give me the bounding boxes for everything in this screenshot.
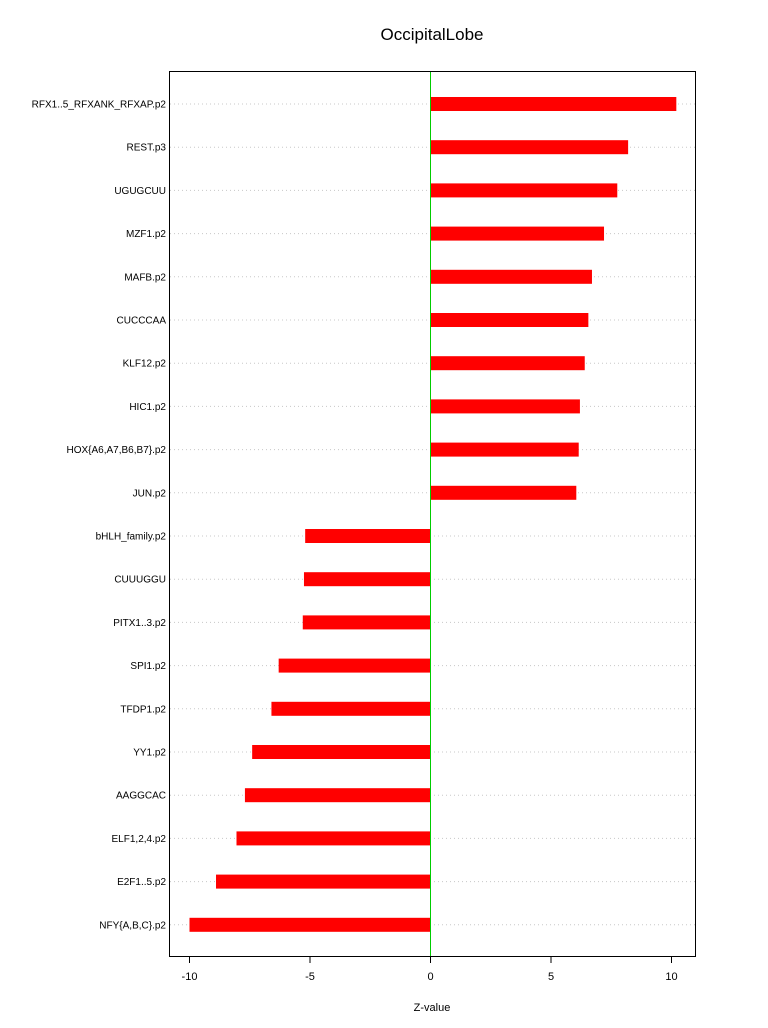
bar <box>271 702 430 716</box>
category-label: CUUUGGU <box>114 574 166 586</box>
plot-frame <box>170 72 696 957</box>
category-label: YY1.p2 <box>133 747 166 759</box>
bar <box>190 918 431 932</box>
bar <box>305 529 430 543</box>
category-label: REST.p3 <box>126 142 166 154</box>
category-label: UGUGCUU <box>114 185 166 197</box>
category-label: MZF1.p2 <box>125 229 166 241</box>
category-label: JUN.p2 <box>132 488 166 500</box>
bar <box>236 831 430 845</box>
category-label: E2F1..5.p2 <box>117 877 166 889</box>
bar <box>431 486 577 500</box>
bar <box>304 572 431 586</box>
category-label: RFX1..5_RFXANK_RFXAP.p2 <box>31 99 166 111</box>
bar <box>431 313 589 327</box>
bar <box>431 270 592 284</box>
bar <box>431 227 605 241</box>
bar <box>252 745 430 759</box>
category-label: CUCCCAA <box>116 315 166 327</box>
category-label: NFY{A,B,C}.p2 <box>99 920 166 932</box>
bar <box>279 659 431 673</box>
category-label: MAFB.p2 <box>124 272 166 284</box>
x-axis-label: Z-value <box>413 1002 451 1014</box>
bar <box>431 443 579 457</box>
bar <box>431 183 618 197</box>
category-label: HOX{A6,A7,B6,B7}.p2 <box>66 445 166 457</box>
category-label: KLF12.p2 <box>122 358 166 370</box>
category-label-layer <box>32 100 167 932</box>
category-label: PITX1..3.p2 <box>113 617 166 629</box>
x-tick-label: -10 <box>181 971 198 983</box>
x-tick-label: 10 <box>665 971 678 983</box>
bar <box>245 788 431 802</box>
x-tick-label: -5 <box>305 971 315 983</box>
x-tick-label: 0 <box>427 971 434 983</box>
x-axis <box>182 957 678 983</box>
bar <box>431 97 677 111</box>
x-tick-label: 5 <box>547 971 555 983</box>
bar <box>303 615 431 629</box>
bar <box>431 356 585 370</box>
category-label: TFDP1.p2 <box>120 704 166 716</box>
category-label: HIC1.p2 <box>129 401 166 413</box>
category-label: bHLH_family.p2 <box>95 531 166 543</box>
category-label: SPI1.p2 <box>130 661 166 673</box>
bar <box>431 399 580 413</box>
chart-title: OccipitalLobe <box>380 25 484 44</box>
bar-layer <box>190 72 677 957</box>
category-label: AAGGCAC <box>115 790 166 802</box>
bar <box>431 140 629 154</box>
bar <box>216 875 430 889</box>
category-label: ELF1,2,4.p2 <box>111 833 166 845</box>
